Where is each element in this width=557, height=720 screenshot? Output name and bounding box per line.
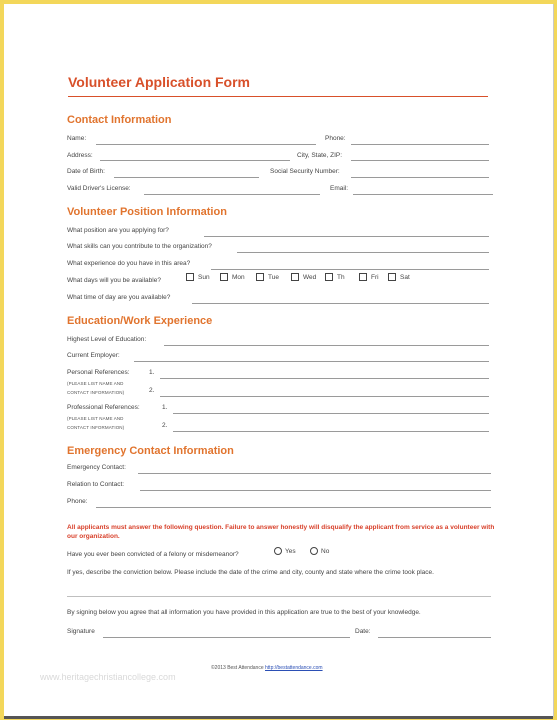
applying-field[interactable] xyxy=(204,236,489,237)
fri-label: Fri xyxy=(371,274,379,281)
license-label: Valid Driver's License: xyxy=(67,185,131,192)
highest-label: Highest Level of Education: xyxy=(67,336,147,343)
professional-refs-note-2: CONTACT INFORMATION) xyxy=(67,425,125,430)
professional-refs-note-1: (PLEASE LIST NAME AND xyxy=(67,416,124,421)
professional-ref-1-field[interactable] xyxy=(173,413,489,414)
ssn-field[interactable] xyxy=(351,177,489,178)
personal-refs-note-2: CONTACT INFORMATION) xyxy=(67,390,125,395)
emergency-heading: Emergency Contact Information xyxy=(67,445,234,457)
emergency-phone-field[interactable] xyxy=(96,507,491,508)
felony-no-radio[interactable] xyxy=(310,547,318,555)
time-label: What time of day are you available? xyxy=(67,294,171,301)
employer-field[interactable] xyxy=(134,361,489,362)
mon-label: Mon xyxy=(232,274,245,281)
time-field[interactable] xyxy=(192,303,489,304)
form-page xyxy=(4,4,554,717)
name-field[interactable] xyxy=(96,144,316,145)
professional-ref-2-field[interactable] xyxy=(173,431,489,432)
relation-field[interactable] xyxy=(140,490,491,491)
address-field[interactable] xyxy=(100,160,290,161)
license-field[interactable] xyxy=(144,194,320,195)
emergency-phone-label: Phone: xyxy=(67,498,88,505)
personal-ref-2-num: 2. xyxy=(149,387,155,394)
sat-checkbox[interactable] xyxy=(388,273,396,281)
professional-refs-label: Professional References: xyxy=(67,404,140,411)
experience-label: What experience do you have in this area? xyxy=(67,260,191,267)
email-label: Email: xyxy=(330,185,349,192)
skills-label: What skills can you contribute to the organization? xyxy=(67,243,212,250)
skills-field[interactable] xyxy=(237,252,489,253)
date-field[interactable] xyxy=(378,637,491,638)
applying-label: What position are you applying for? xyxy=(67,227,169,234)
form-title: Volunteer Application Form xyxy=(68,74,251,90)
footer-link[interactable]: http://bestattendance.com xyxy=(265,665,323,671)
city-field[interactable] xyxy=(351,160,489,161)
days-label: What days will you be available? xyxy=(67,277,161,284)
section-divider xyxy=(67,596,491,597)
sun-checkbox[interactable] xyxy=(186,273,194,281)
relation-label: Relation to Contact: xyxy=(67,481,125,488)
personal-refs-note-1: (PLEASE LIST NAME AND xyxy=(67,381,124,386)
personal-ref-1-num: 1. xyxy=(149,369,155,376)
thu-label: Th xyxy=(337,274,345,281)
date-label: Date: xyxy=(355,628,371,635)
felony-yes-label: Yes xyxy=(285,548,296,555)
felony-question: Have you ever been convicted of a felony or misdemeanor? xyxy=(67,551,239,558)
dob-label: Date of Birth: xyxy=(67,168,105,175)
experience-field[interactable] xyxy=(211,269,489,270)
wed-checkbox[interactable] xyxy=(291,273,299,281)
email-field[interactable] xyxy=(353,194,493,195)
wed-label: Wed xyxy=(303,274,317,281)
professional-ref-1-num: 1. xyxy=(162,404,168,411)
sat-label: Sat xyxy=(400,274,410,281)
felony-no-label: No xyxy=(321,548,330,555)
fri-checkbox[interactable] xyxy=(359,273,367,281)
personal-ref-1-field[interactable] xyxy=(160,378,489,379)
highest-field[interactable] xyxy=(164,345,489,346)
signing-statement: By signing below you agree that all information you have provided in this application are true to the best of your knowledge. xyxy=(67,609,421,616)
contact-heading: Contact Information xyxy=(67,114,172,126)
felony-yes-radio[interactable] xyxy=(274,547,282,555)
signature-field[interactable] xyxy=(103,637,350,638)
personal-ref-2-field[interactable] xyxy=(160,396,489,397)
dob-field[interactable] xyxy=(114,177,259,178)
personal-refs-label: Personal References: xyxy=(67,369,130,376)
mon-checkbox[interactable] xyxy=(220,273,228,281)
footer xyxy=(211,665,323,671)
thu-checkbox[interactable] xyxy=(325,273,333,281)
footer-copyright: ©2013 Best Attendance xyxy=(211,665,264,671)
tue-checkbox[interactable] xyxy=(256,273,264,281)
phone-label: Phone: xyxy=(325,135,346,142)
education-heading: Education/Work Experience xyxy=(67,315,213,327)
tue-label: Tue xyxy=(268,274,279,281)
phone-field[interactable] xyxy=(351,144,489,145)
felony-describe: If yes, describe the conviction below. Please include the date of the crime and city, county and state where the crime took place. xyxy=(67,569,434,576)
address-label: Address: xyxy=(67,152,93,159)
signature-label: Signature xyxy=(67,628,95,635)
city-label: City, State, ZIP: xyxy=(297,152,343,159)
watermark: www.heritagechristiancollege.com xyxy=(40,672,176,682)
position-heading: Volunteer Position Information xyxy=(67,206,227,218)
ssn-label: Social Security Number: xyxy=(270,168,340,175)
name-label: Name: xyxy=(67,135,87,142)
emergency-contact-label: Emergency Contact: xyxy=(67,464,126,471)
employer-label: Current Employer: xyxy=(67,352,120,359)
professional-ref-2-num: 2. xyxy=(162,422,168,429)
emergency-contact-field[interactable] xyxy=(138,473,491,474)
sun-label: Sun xyxy=(198,274,210,281)
felony-warning: All applicants must answer the following question. Failure to answer honestly will disqualify the applicant from service as a volunteer with our organization. xyxy=(67,524,495,540)
title-rule xyxy=(68,96,488,97)
